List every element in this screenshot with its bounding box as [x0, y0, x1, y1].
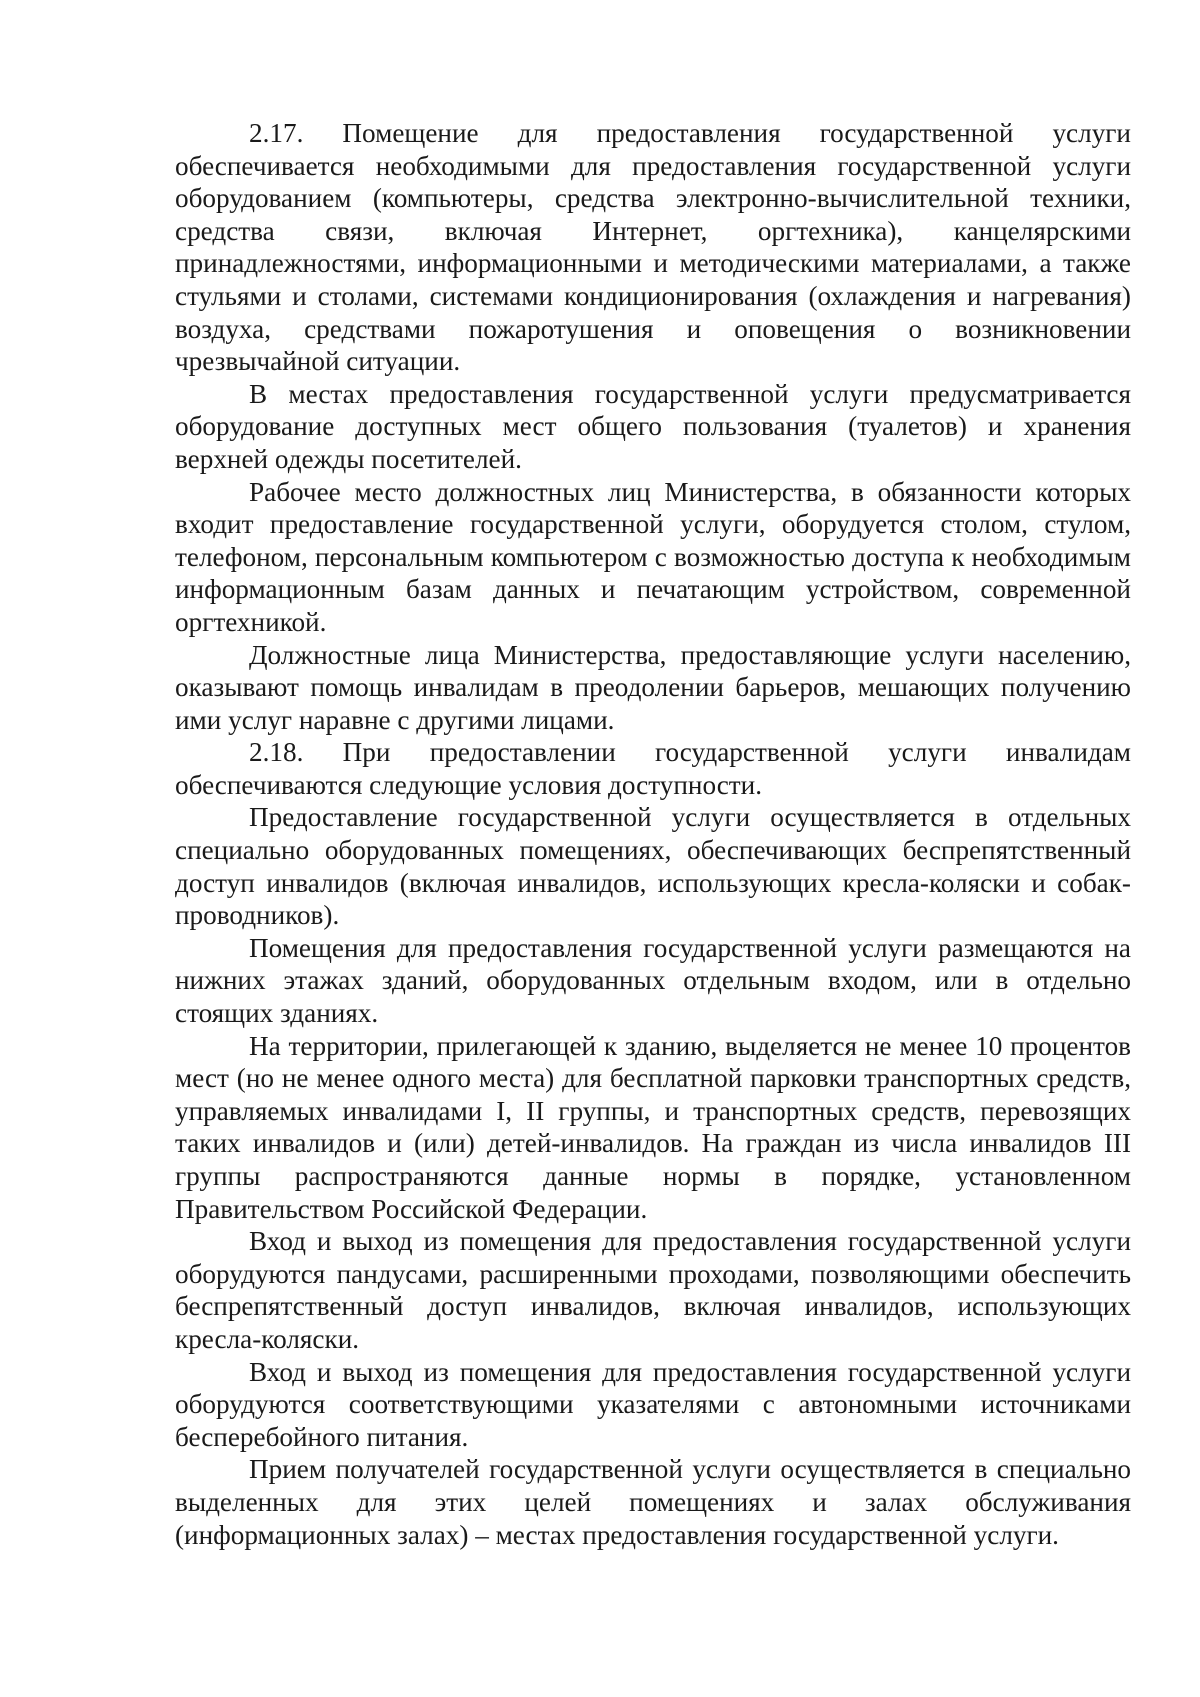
paragraph-2-17: 2.17. Помещение для предоставления государственной услуги обеспечивается необходимыми для предоставления государственной услуги оборудованием (компьютеры, средства электронно-вычислительной техники, средства связи, включая Интернет, оргтехника), канцелярскими принадлежностями, информационными и методическими материалами, а также стульями и столами, системами кондиционирования (охлаждения и нагревания) воздуха, средствами пожаротушения и оповещения о возникновении чрезвычайной ситуации. [175, 118, 1131, 377]
paragraph-officials-assistance: Должностные лица Министерства, предоставляющие услуги населению, оказывают помощь инвалидам в преодолении барьеров, мешающих получению ими услуг наравне с другими лицами. [175, 639, 1131, 735]
paragraph-workplace: Рабочее место должностных лиц Министерства, в обязанности которых входит предоставление государственной услуги, оборудуется столом, стулом, телефоном, персональным компьютером с возможностью доступа к необходимым информационным базам данных и печатающим устройством, современной оргтехникой. [175, 476, 1131, 637]
paragraph-places-of-service: В местах предоставления государственной услуги предусматривается оборудование доступных мест общего пользования (туалетов) и хранения верхней одежды посетителей. [175, 378, 1131, 474]
paragraph-separate-premises: Предоставление государственной услуги осуществляется в отдельных специально оборудованных помещениях, обеспечивающих беспрепятственный доступ инвалидов (включая инвалидов, использующих кресла-коляски и собак-проводников). [175, 802, 1131, 931]
document-body [175, 117, 1131, 1551]
paragraph-parking: На территории, прилегающей к зданию, выделяется не менее 10 процентов мест (но не менее одного места) для бесплатной парковки транспортных средств, управляемых инвалидами I, II группы, и транспортных средств, перевозящих таких инвалидов и (или) детей-инвалидов. На граждан из числа инвалидов III группы распространяются данные нормы в порядке, установленном Правительством Российской Федерации. [175, 1030, 1131, 1224]
paragraph-ramps: Вход и выход из помещения для предоставления государственной услуги оборудуются пандусами, расширенными проходами, позволяющими обеспечить беспрепятственный доступ инвалидов, включая инвалидов, использующих кресла-коляски. [175, 1226, 1131, 1354]
paragraph-signage: Вход и выход из помещения для предоставления государственной услуги оборудуются соответствующими указателями с автономными источниками бесперебойного питания. [175, 1356, 1131, 1452]
paragraph-2-18: 2.18. При предоставлении государственной услуги инвалидам обеспечиваются следующие условия доступности. [175, 737, 1131, 800]
paragraph-reception: Прием получателей государственной услуги осуществляется в специально выделенных для этих целей помещениях и залах обслуживания (информационных залах) – местах предоставления государственной услуги. [175, 1454, 1131, 1550]
paragraph-lower-floors: Помещения для предоставления государственной услуги размещаются на нижних этажах зданий, оборудованных отдельным входом, или в отдельно стоящих зданиях. [175, 932, 1131, 1029]
